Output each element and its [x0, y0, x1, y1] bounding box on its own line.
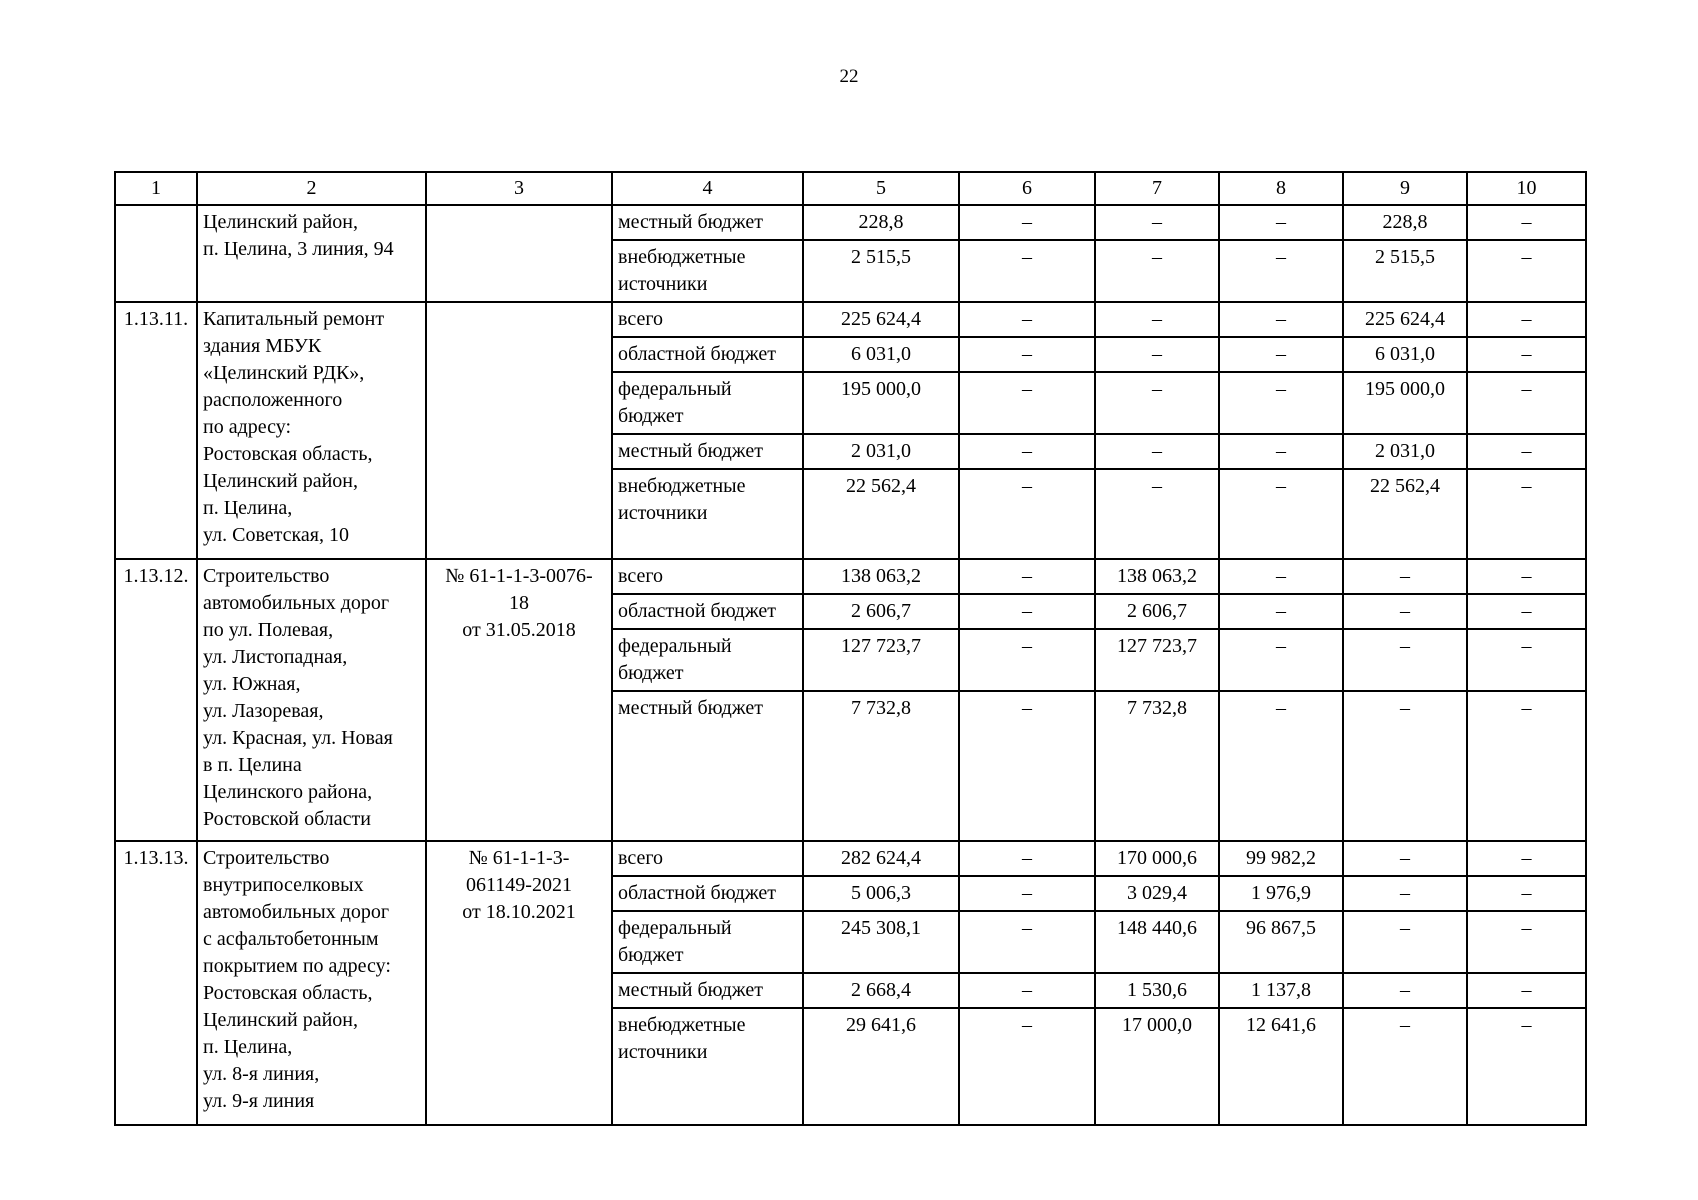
- funding-source: всего: [612, 841, 803, 876]
- object-name: Целинский район, п. Целина, 3 линия, 94: [197, 205, 426, 302]
- amount-cell: –: [1343, 973, 1467, 1008]
- amount-cell: –: [1467, 911, 1586, 973]
- item-number: [115, 205, 197, 302]
- amount-cell: 2 668,4: [803, 973, 959, 1008]
- amount-cell: –: [1095, 434, 1219, 469]
- funding-source: местный бюджет: [612, 434, 803, 469]
- amount-cell: –: [1095, 205, 1219, 240]
- amount-cell: 22 562,4: [803, 469, 959, 559]
- amount-cell: 195 000,0: [1343, 372, 1467, 434]
- column-header: 2: [197, 172, 426, 205]
- column-header: 4: [612, 172, 803, 205]
- amount-cell: –: [959, 1008, 1095, 1125]
- column-header: 10: [1467, 172, 1586, 205]
- amount-cell: 2 606,7: [1095, 594, 1219, 629]
- amount-cell: –: [959, 594, 1095, 629]
- amount-cell: –: [1219, 594, 1343, 629]
- item-number: 1.13.13.: [115, 841, 197, 1125]
- project-document: № 61-1-1-3- 061149-2021 от 18.10.2021: [426, 841, 612, 1125]
- amount-cell: –: [959, 629, 1095, 691]
- amount-cell: 6 031,0: [1343, 337, 1467, 372]
- funding-source: внебюджетные источники: [612, 240, 803, 302]
- column-header: 9: [1343, 172, 1467, 205]
- amount-cell: –: [1219, 372, 1343, 434]
- column-header: 6: [959, 172, 1095, 205]
- funding-source: областной бюджет: [612, 876, 803, 911]
- amount-cell: 138 063,2: [1095, 559, 1219, 594]
- amount-cell: 1 137,8: [1219, 973, 1343, 1008]
- amount-cell: –: [1219, 469, 1343, 559]
- amount-cell: 1 530,6: [1095, 973, 1219, 1008]
- amount-cell: 225 624,4: [803, 302, 959, 337]
- amount-cell: 22 562,4: [1343, 469, 1467, 559]
- amount-cell: –: [959, 372, 1095, 434]
- amount-cell: –: [959, 337, 1095, 372]
- column-header: 1: [115, 172, 197, 205]
- funding-source: всего: [612, 559, 803, 594]
- amount-cell: 96 867,5: [1219, 911, 1343, 973]
- amount-cell: –: [959, 876, 1095, 911]
- amount-cell: –: [959, 973, 1095, 1008]
- amount-cell: –: [1467, 337, 1586, 372]
- project-document: [426, 302, 612, 559]
- amount-cell: 17 000,0: [1095, 1008, 1219, 1125]
- project-document: [426, 205, 612, 302]
- amount-cell: 138 063,2: [803, 559, 959, 594]
- amount-cell: –: [1343, 594, 1467, 629]
- amount-cell: –: [1467, 876, 1586, 911]
- amount-cell: –: [1343, 1008, 1467, 1125]
- amount-cell: –: [959, 302, 1095, 337]
- amount-cell: 245 308,1: [803, 911, 959, 973]
- amount-cell: 99 982,2: [1219, 841, 1343, 876]
- amount-cell: –: [1467, 240, 1586, 302]
- amount-cell: –: [1219, 240, 1343, 302]
- amount-cell: –: [1467, 594, 1586, 629]
- amount-cell: 6 031,0: [803, 337, 959, 372]
- amount-cell: –: [1095, 469, 1219, 559]
- amount-cell: –: [1343, 876, 1467, 911]
- amount-cell: 148 440,6: [1095, 911, 1219, 973]
- amount-cell: 225 624,4: [1343, 302, 1467, 337]
- amount-cell: 228,8: [1343, 205, 1467, 240]
- amount-cell: –: [1467, 302, 1586, 337]
- amount-cell: –: [1219, 559, 1343, 594]
- project-document: № 61-1-1-3-0076- 18 от 31.05.2018: [426, 559, 612, 841]
- amount-cell: 127 723,7: [1095, 629, 1219, 691]
- table-row: [115, 302, 1586, 337]
- amount-cell: –: [959, 240, 1095, 302]
- table-row: [115, 559, 1586, 594]
- amount-cell: –: [1467, 691, 1586, 841]
- amount-cell: 3 029,4: [1095, 876, 1219, 911]
- amount-cell: 2 031,0: [1343, 434, 1467, 469]
- column-number-row: [115, 172, 1586, 205]
- amount-cell: –: [1467, 1008, 1586, 1125]
- amount-cell: 2 515,5: [1343, 240, 1467, 302]
- financing-table: [114, 171, 1587, 1126]
- amount-cell: –: [1095, 372, 1219, 434]
- funding-source: федеральный бюджет: [612, 629, 803, 691]
- amount-cell: –: [1467, 434, 1586, 469]
- funding-source: внебюджетные источники: [612, 1008, 803, 1125]
- amount-cell: –: [959, 559, 1095, 594]
- amount-cell: –: [1343, 911, 1467, 973]
- funding-source: местный бюджет: [612, 973, 803, 1008]
- amount-cell: –: [1219, 629, 1343, 691]
- amount-cell: –: [1467, 469, 1586, 559]
- amount-cell: 1 976,9: [1219, 876, 1343, 911]
- amount-cell: –: [1219, 337, 1343, 372]
- table-row: [115, 205, 1586, 240]
- amount-cell: –: [959, 691, 1095, 841]
- object-name: Строительство автомобильных дорог по ул. Полевая, ул. Листопадная, ул. Южная, ул. Лазоревая, ул. Красная, ул. Новая в п. Целина Целинского района, Ростовской области: [197, 559, 426, 841]
- column-header: 3: [426, 172, 612, 205]
- amount-cell: 195 000,0: [803, 372, 959, 434]
- amount-cell: –: [1219, 205, 1343, 240]
- amount-cell: –: [959, 469, 1095, 559]
- amount-cell: –: [959, 841, 1095, 876]
- amount-cell: –: [959, 434, 1095, 469]
- amount-cell: 228,8: [803, 205, 959, 240]
- amount-cell: –: [1343, 841, 1467, 876]
- funding-source: федеральный бюджет: [612, 911, 803, 973]
- amount-cell: –: [1095, 240, 1219, 302]
- amount-cell: –: [1467, 372, 1586, 434]
- object-name: Капитальный ремонт здания МБУК «Целинский РДК», расположенного по адресу: Ростовская область, Целинский район, п. Целина, ул. Советская, 10: [197, 302, 426, 559]
- amount-cell: 29 641,6: [803, 1008, 959, 1125]
- amount-cell: 282 624,4: [803, 841, 959, 876]
- amount-cell: –: [959, 205, 1095, 240]
- amount-cell: 2 606,7: [803, 594, 959, 629]
- amount-cell: –: [1219, 691, 1343, 841]
- item-number: 1.13.12.: [115, 559, 197, 841]
- funding-source: областной бюджет: [612, 594, 803, 629]
- amount-cell: –: [1343, 691, 1467, 841]
- amount-cell: –: [1467, 973, 1586, 1008]
- amount-cell: 127 723,7: [803, 629, 959, 691]
- funding-source: федеральный бюджет: [612, 372, 803, 434]
- amount-cell: –: [1467, 559, 1586, 594]
- item-number: 1.13.11.: [115, 302, 197, 559]
- funding-source: местный бюджет: [612, 691, 803, 841]
- amount-cell: 2 031,0: [803, 434, 959, 469]
- amount-cell: –: [959, 911, 1095, 973]
- amount-cell: –: [1343, 629, 1467, 691]
- funding-source: местный бюджет: [612, 205, 803, 240]
- funding-source: областной бюджет: [612, 337, 803, 372]
- column-header: 7: [1095, 172, 1219, 205]
- amount-cell: –: [1095, 302, 1219, 337]
- amount-cell: 2 515,5: [803, 240, 959, 302]
- amount-cell: –: [1219, 302, 1343, 337]
- column-header: 5: [803, 172, 959, 205]
- table-row: [115, 841, 1586, 876]
- amount-cell: 170 000,6: [1095, 841, 1219, 876]
- amount-cell: 7 732,8: [1095, 691, 1219, 841]
- amount-cell: 5 006,3: [803, 876, 959, 911]
- object-name: Строительство внутрипоселковых автомобильных дорог с асфальтобетонным покрытием по адресу: Ростовская область, Целинский район, п. Целина, ул. 8-я линия, ул. 9-я линия: [197, 841, 426, 1125]
- amount-cell: –: [1343, 559, 1467, 594]
- amount-cell: –: [1095, 337, 1219, 372]
- amount-cell: –: [1467, 841, 1586, 876]
- page-number: 22: [839, 66, 859, 87]
- amount-cell: –: [1219, 434, 1343, 469]
- amount-cell: 7 732,8: [803, 691, 959, 841]
- amount-cell: –: [1467, 205, 1586, 240]
- funding-source: внебюджетные источники: [612, 469, 803, 559]
- column-header: 8: [1219, 172, 1343, 205]
- amount-cell: 12 641,6: [1219, 1008, 1343, 1125]
- amount-cell: –: [1467, 629, 1586, 691]
- funding-source: всего: [612, 302, 803, 337]
